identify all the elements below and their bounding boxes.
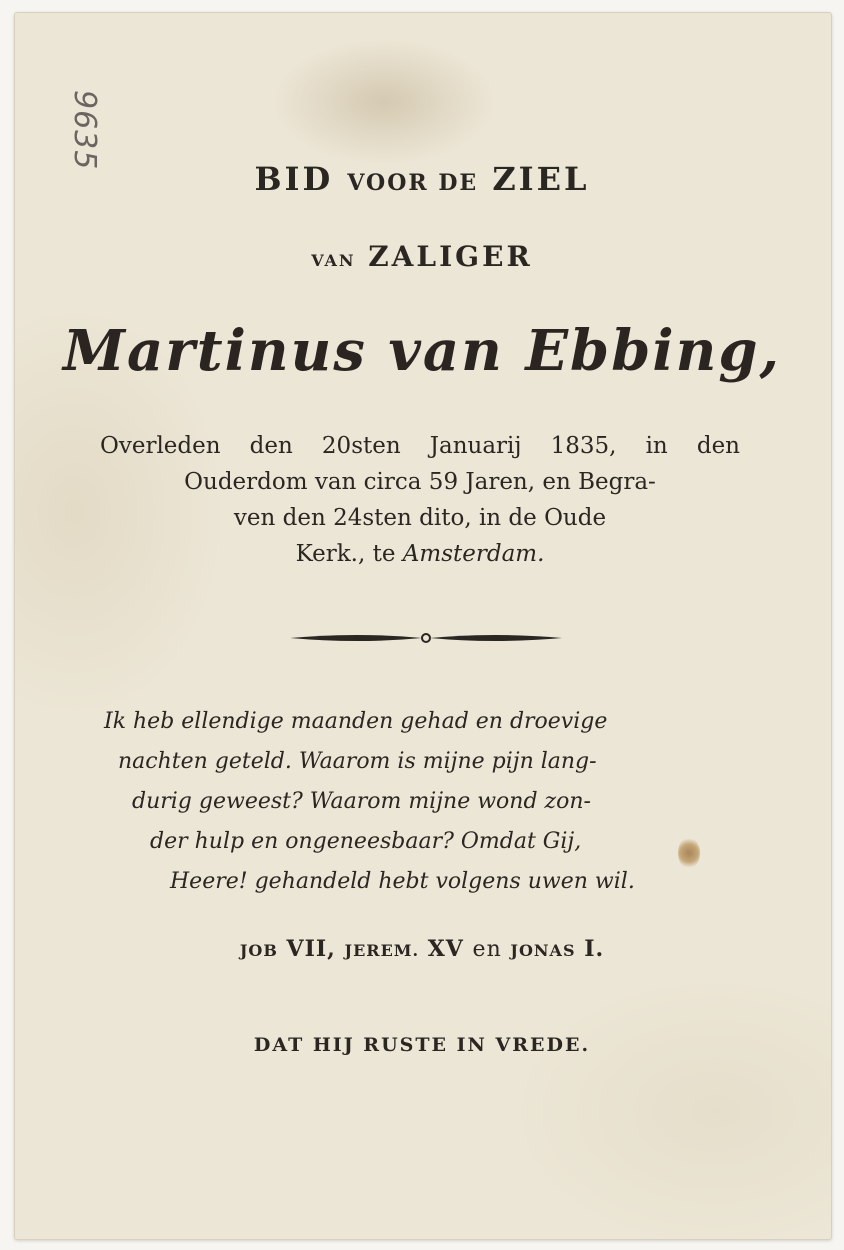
heading-word-bid: BID bbox=[254, 160, 334, 198]
obituary-church: Kerk., te bbox=[295, 541, 396, 567]
heading-word-zaliger: ZALIGER bbox=[368, 240, 533, 273]
ref-job: JOB bbox=[239, 941, 278, 960]
ref-jonah-chapter: I. bbox=[584, 936, 605, 962]
obituary-line bbox=[100, 536, 740, 572]
heading-line-2 bbox=[0, 240, 844, 273]
scripture-reference bbox=[0, 936, 844, 962]
ornamental-divider bbox=[288, 628, 564, 648]
quote-line: nachten geteld. Waarom is mijne pijn lang- bbox=[118, 749, 597, 774]
obituary-line: ven den 24sten dito, in de Oude bbox=[233, 505, 607, 531]
ref-jonah: JONAS bbox=[510, 941, 576, 960]
quote-line: durig geweest? Waarom mijne wond zon- bbox=[132, 789, 591, 814]
ref-jeremiah-chapter: XV bbox=[427, 936, 464, 962]
closing-blessing: DAT HIJ RUSTE IN VREDE. bbox=[253, 1034, 591, 1056]
deceased-name: Martinus van Ebbing, bbox=[62, 318, 782, 384]
quote-line: Ik heb ellendige maanden gehad en droevige bbox=[104, 709, 608, 734]
quote-line: der hulp en ongeneesbaar? Omdat Gij, bbox=[150, 829, 582, 854]
obituary-text bbox=[100, 428, 740, 572]
heading-word-ziel: ZIEL bbox=[492, 160, 590, 198]
inventory-number: 9635 bbox=[67, 90, 102, 171]
heading-word-van: VAN bbox=[311, 251, 356, 270]
ref-job-chapter: VII, bbox=[286, 936, 336, 962]
heading-line-1 bbox=[0, 160, 844, 198]
obituary-line: Overleden den 20sten Januarij 1835, in den bbox=[100, 433, 740, 459]
obituary-place: Amsterdam. bbox=[402, 541, 545, 567]
quote-line: Heere! gehandeld hebt volgens uwen wil. bbox=[170, 869, 635, 894]
ref-jeremiah: JEREM. bbox=[344, 941, 420, 960]
obituary-line: Ouderdom van circa 59 Jaren, en Begra- bbox=[184, 469, 656, 495]
heading-words-voor-de: VOOR DE bbox=[347, 170, 479, 196]
scripture-quote bbox=[104, 702, 744, 902]
ref-conjunction: en bbox=[472, 937, 502, 962]
